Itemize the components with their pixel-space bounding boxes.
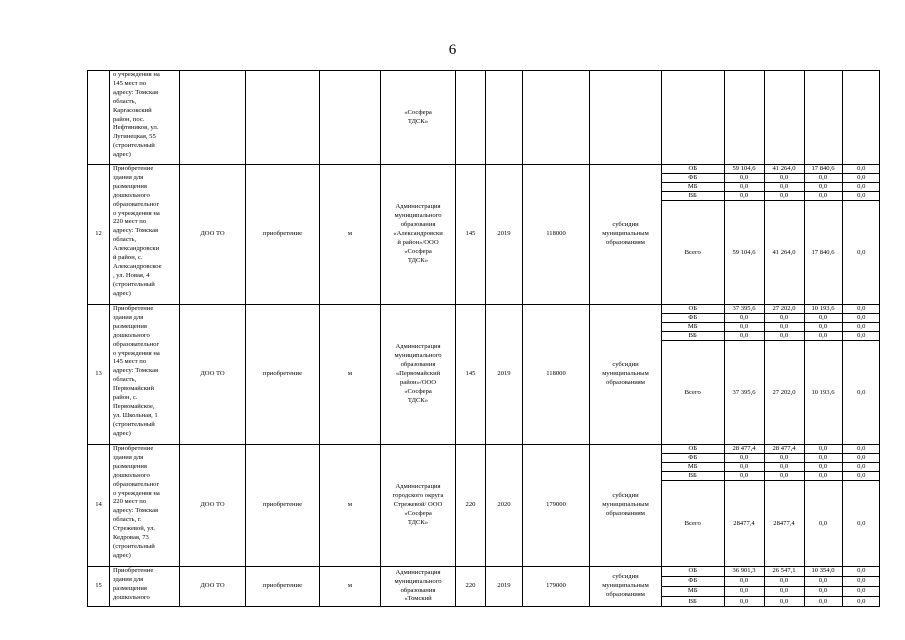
finance-row bbox=[662, 567, 880, 576]
budget-year-1: 41 264,0 bbox=[764, 201, 804, 305]
finance-cell bbox=[662, 567, 880, 607]
budget-label: МБ bbox=[662, 586, 724, 596]
finance-row bbox=[662, 314, 880, 323]
budget-year-1: 27 202,0 bbox=[764, 341, 804, 445]
budget-label: ФБ bbox=[662, 174, 724, 183]
budget-total: 0,0 bbox=[724, 323, 764, 332]
budget-year-3: 0,0 bbox=[842, 201, 880, 305]
budget-year-1: 41 264,0 bbox=[764, 165, 804, 174]
budget-label: ОБ bbox=[662, 445, 724, 454]
budget-total: 36 901,3 bbox=[724, 567, 764, 576]
customer: ДОО ТО bbox=[180, 165, 246, 305]
budget-year-1: 0,0 bbox=[764, 463, 804, 472]
method: приобретение bbox=[246, 305, 320, 445]
funding-source: субсидии муниципальным образованиям bbox=[590, 165, 662, 305]
unit: м bbox=[320, 445, 381, 567]
budget-label: ФБ bbox=[662, 314, 724, 323]
unit bbox=[320, 71, 381, 165]
funding-source bbox=[590, 71, 662, 165]
program-objects-table bbox=[87, 70, 880, 607]
budget-total: 0,0 bbox=[724, 454, 764, 463]
budget-total: 59 104,6 bbox=[724, 165, 764, 174]
budget-label: ВБ bbox=[662, 472, 724, 481]
budget-year-1: 26 547,1 bbox=[764, 567, 804, 576]
budget-year-2: 10 193,6 bbox=[804, 341, 842, 445]
finance-breakdown bbox=[662, 567, 880, 606]
budget-year-1: 28 477,4 bbox=[764, 445, 804, 454]
object-name: Приобретение здания для размещения дошкольного bbox=[110, 567, 180, 607]
budget-year-3: 0,0 bbox=[842, 597, 880, 607]
budget-year-3: 0,0 bbox=[842, 314, 880, 323]
budget-year-2: 17 840,6 bbox=[804, 165, 842, 174]
finance-row bbox=[662, 586, 880, 596]
budget-year-3: 0,0 bbox=[842, 323, 880, 332]
finance-row bbox=[662, 305, 880, 314]
finance-row bbox=[662, 323, 880, 332]
budget-year-1: 0,0 bbox=[764, 586, 804, 596]
cost: 118000 bbox=[523, 305, 590, 445]
budget-year-2: 0,0 bbox=[804, 472, 842, 481]
funding-source: субсидии муниципальным образованиям bbox=[590, 305, 662, 445]
capacity: 220 bbox=[456, 567, 486, 607]
budget-year-2: 0,0 bbox=[804, 454, 842, 463]
cost bbox=[523, 71, 590, 165]
customer: ДОО ТО bbox=[180, 567, 246, 607]
budget-total: 37 395,6 bbox=[724, 305, 764, 314]
finance-row bbox=[662, 445, 880, 454]
table-row bbox=[88, 305, 880, 445]
unit: м bbox=[320, 165, 381, 305]
table-row bbox=[88, 445, 880, 567]
budget-total: 37 395,6 bbox=[724, 341, 764, 445]
budget-year-1: 0,0 bbox=[764, 332, 804, 341]
customer: ДОО ТО bbox=[180, 305, 246, 445]
budget-year-3: 0,0 bbox=[842, 463, 880, 472]
finance-row bbox=[662, 481, 880, 567]
budget-total: 0,0 bbox=[724, 463, 764, 472]
budget-year-3: 0,0 bbox=[842, 165, 880, 174]
table-row bbox=[88, 567, 880, 607]
row-number: 14 bbox=[88, 445, 110, 567]
budget-year-3: 0,0 bbox=[842, 174, 880, 183]
capacity bbox=[456, 71, 486, 165]
customer: ДОО ТО bbox=[180, 445, 246, 567]
row-number: 12 bbox=[88, 165, 110, 305]
cost: 179000 bbox=[523, 445, 590, 567]
budget-label: ОБ bbox=[662, 165, 724, 174]
finance-row bbox=[662, 332, 880, 341]
finance-empty-cell bbox=[662, 71, 724, 164]
budget-label: ФБ bbox=[662, 576, 724, 586]
executor: Администрация муниципального образования «Первомайский район»/ООО «Сосфера ТДСК» bbox=[381, 305, 456, 445]
finance-row bbox=[662, 472, 880, 481]
executor: Администрация муниципального образования «Томский bbox=[381, 567, 456, 607]
budget-year-3: 0,0 bbox=[842, 341, 880, 445]
budget-year-1: 0,0 bbox=[764, 454, 804, 463]
budget-label: ВБ bbox=[662, 332, 724, 341]
budget-year-3: 0,0 bbox=[842, 454, 880, 463]
budget-total: 0,0 bbox=[724, 174, 764, 183]
budget-year-1: 0,0 bbox=[764, 174, 804, 183]
budget-year-2: 0,0 bbox=[804, 314, 842, 323]
budget-year-3: 0,0 bbox=[842, 332, 880, 341]
budget-label: ОБ bbox=[662, 567, 724, 576]
document-sheet bbox=[87, 70, 866, 605]
budget-year-3: 0,0 bbox=[842, 192, 880, 201]
budget-year-3: 0,0 bbox=[842, 305, 880, 314]
finance-cell bbox=[662, 71, 880, 165]
budget-label: МБ bbox=[662, 463, 724, 472]
budget-total: 0,0 bbox=[724, 597, 764, 607]
finance-breakdown bbox=[662, 305, 880, 444]
budget-total: 0,0 bbox=[724, 332, 764, 341]
budget-year-2: 0,0 bbox=[804, 481, 842, 567]
budget-total: 28477,4 bbox=[724, 481, 764, 567]
finance-cell bbox=[662, 165, 880, 305]
budget-year-2: 0,0 bbox=[804, 174, 842, 183]
budget-label: МБ bbox=[662, 183, 724, 192]
method bbox=[246, 71, 320, 165]
finance-empty-cell bbox=[764, 71, 804, 164]
budget-year-2: 0,0 bbox=[804, 445, 842, 454]
budget-year-3: 0,0 bbox=[842, 445, 880, 454]
finance-cell bbox=[662, 445, 880, 567]
budget-year-3: 0,0 bbox=[842, 567, 880, 576]
budget-year-2: 17 840,6 bbox=[804, 201, 842, 305]
budget-year-1: 28477,4 bbox=[764, 481, 804, 567]
finance-row bbox=[662, 341, 880, 445]
object-name: Приобретение здания для размещения дошкольного образовательног о учреждения на 220 мест по адресу: Томская область, Александровски й район, с. Александровское , ул. Новая, 4 (строительный адрес) bbox=[110, 165, 180, 305]
budget-label: Всего bbox=[684, 388, 701, 396]
finance-empty-cell bbox=[804, 71, 842, 164]
budget-label: ФБ bbox=[662, 454, 724, 463]
object-name: Приобретение здания для размещения дошкольного образовательног о учреждения на 220 мест по адресу: Томская область, г. Стрежевой, ул. Кедровая, 73 (строительный адрес) bbox=[110, 445, 180, 567]
budget-year-3: 0,0 bbox=[842, 481, 880, 567]
cost: 118000 bbox=[523, 165, 590, 305]
budget-total: 0,0 bbox=[724, 192, 764, 201]
budget-year-1: 0,0 bbox=[764, 472, 804, 481]
budget-label: ВБ bbox=[688, 597, 697, 605]
row-number: 13 bbox=[88, 305, 110, 445]
unit: м bbox=[320, 305, 381, 445]
finance-row bbox=[662, 597, 880, 607]
finance-row bbox=[662, 463, 880, 472]
table-row bbox=[88, 165, 880, 305]
executor: «Сосфера ТДСК» bbox=[381, 71, 456, 165]
finance-row bbox=[662, 201, 880, 305]
budget-year-2: 0,0 bbox=[804, 463, 842, 472]
budget-year-3: 0,0 bbox=[842, 576, 880, 586]
finance-breakdown bbox=[662, 71, 880, 164]
object-name: Приобретение здания для размещения дошкольного образовательног о учреждения на 145 мест по адресу: Томская область, Первомайский район, с. Первомайское, ул. Школьная, 1 (строительный адрес) bbox=[110, 305, 180, 445]
budget-year-1: 0,0 bbox=[764, 597, 804, 607]
method: приобретение bbox=[246, 567, 320, 607]
finance-row bbox=[662, 165, 880, 174]
finance-row bbox=[662, 183, 880, 192]
finance-row bbox=[662, 174, 880, 183]
cost: 179000 bbox=[523, 567, 590, 607]
budget-year-2: 0,0 bbox=[804, 323, 842, 332]
budget-total: 0,0 bbox=[724, 576, 764, 586]
finance-row bbox=[662, 576, 880, 586]
budget-year-2: 10 354,0 bbox=[804, 567, 842, 576]
row-number: 15 bbox=[88, 567, 110, 607]
budget-year-2: 0,0 bbox=[804, 597, 842, 607]
finance-empty-cell bbox=[724, 71, 764, 164]
finance-row bbox=[662, 192, 880, 201]
budget-year-3: 0,0 bbox=[842, 183, 880, 192]
object-name: о учреждения на 145 мест по адресу: Томская область, Каргасокский район, пос. Нефтяников, ул. Лугинецкая, 55 (строительный адрес) bbox=[110, 71, 180, 165]
table-row bbox=[88, 71, 880, 165]
year: 2019 bbox=[486, 567, 523, 607]
budget-year-2: 0,0 bbox=[804, 576, 842, 586]
budget-total: 0,0 bbox=[724, 314, 764, 323]
executor: Администрация муниципального образования «Александровски й район»/ООО «Сосфера ТДСК» bbox=[381, 165, 456, 305]
funding-source: субсидии муниципальным образованиям bbox=[590, 567, 662, 607]
budget-year-1: 0,0 bbox=[764, 576, 804, 586]
year: 2019 bbox=[486, 165, 523, 305]
capacity: 145 bbox=[456, 305, 486, 445]
budget-year-1: 0,0 bbox=[764, 192, 804, 201]
executor: Администрация городского округа Стрежевой/ ООО «Сосфера ТДСК» bbox=[381, 445, 456, 567]
capacity: 220 bbox=[456, 445, 486, 567]
unit: м bbox=[320, 567, 381, 607]
budget-total: 59 104,6 bbox=[724, 201, 764, 305]
row-number bbox=[88, 71, 110, 165]
budget-year-1: 0,0 bbox=[764, 323, 804, 332]
budget-year-2: 0,0 bbox=[804, 192, 842, 201]
finance-cell bbox=[662, 305, 880, 445]
funding-source: субсидии муниципальным образованиям bbox=[590, 445, 662, 567]
method: приобретение bbox=[246, 445, 320, 567]
capacity: 145 bbox=[456, 165, 486, 305]
customer bbox=[180, 71, 246, 165]
finance-breakdown bbox=[662, 445, 880, 566]
budget-year-1: 27 202,0 bbox=[764, 305, 804, 314]
year bbox=[486, 71, 523, 165]
budget-year-2: 0,0 bbox=[804, 586, 842, 596]
page-number: 6 bbox=[448, 42, 457, 58]
budget-year-2: 10 193,6 bbox=[804, 305, 842, 314]
budget-label: ОБ bbox=[662, 305, 724, 314]
budget-year-3: 0,0 bbox=[842, 472, 880, 481]
finance-row bbox=[662, 454, 880, 463]
budget-year-2: 0,0 bbox=[804, 183, 842, 192]
budget-total: 0,0 bbox=[724, 183, 764, 192]
budget-year-2: 0,0 bbox=[804, 332, 842, 341]
budget-label: ВБ bbox=[662, 192, 724, 201]
budget-total: 28 477,4 bbox=[724, 445, 764, 454]
finance-empty-cell bbox=[842, 71, 880, 164]
year: 2020 bbox=[486, 445, 523, 567]
budget-label: МБ bbox=[662, 323, 724, 332]
year: 2019 bbox=[486, 305, 523, 445]
budget-label: Всего bbox=[684, 248, 701, 256]
budget-year-1: 0,0 bbox=[764, 314, 804, 323]
budget-label: Всего bbox=[684, 519, 701, 527]
method: приобретение bbox=[246, 165, 320, 305]
budget-year-3: 0,0 bbox=[842, 586, 880, 596]
budget-total: 0,0 bbox=[724, 472, 764, 481]
finance-breakdown bbox=[662, 165, 880, 304]
budget-total: 0,0 bbox=[724, 586, 764, 596]
budget-year-1: 0,0 bbox=[764, 183, 804, 192]
